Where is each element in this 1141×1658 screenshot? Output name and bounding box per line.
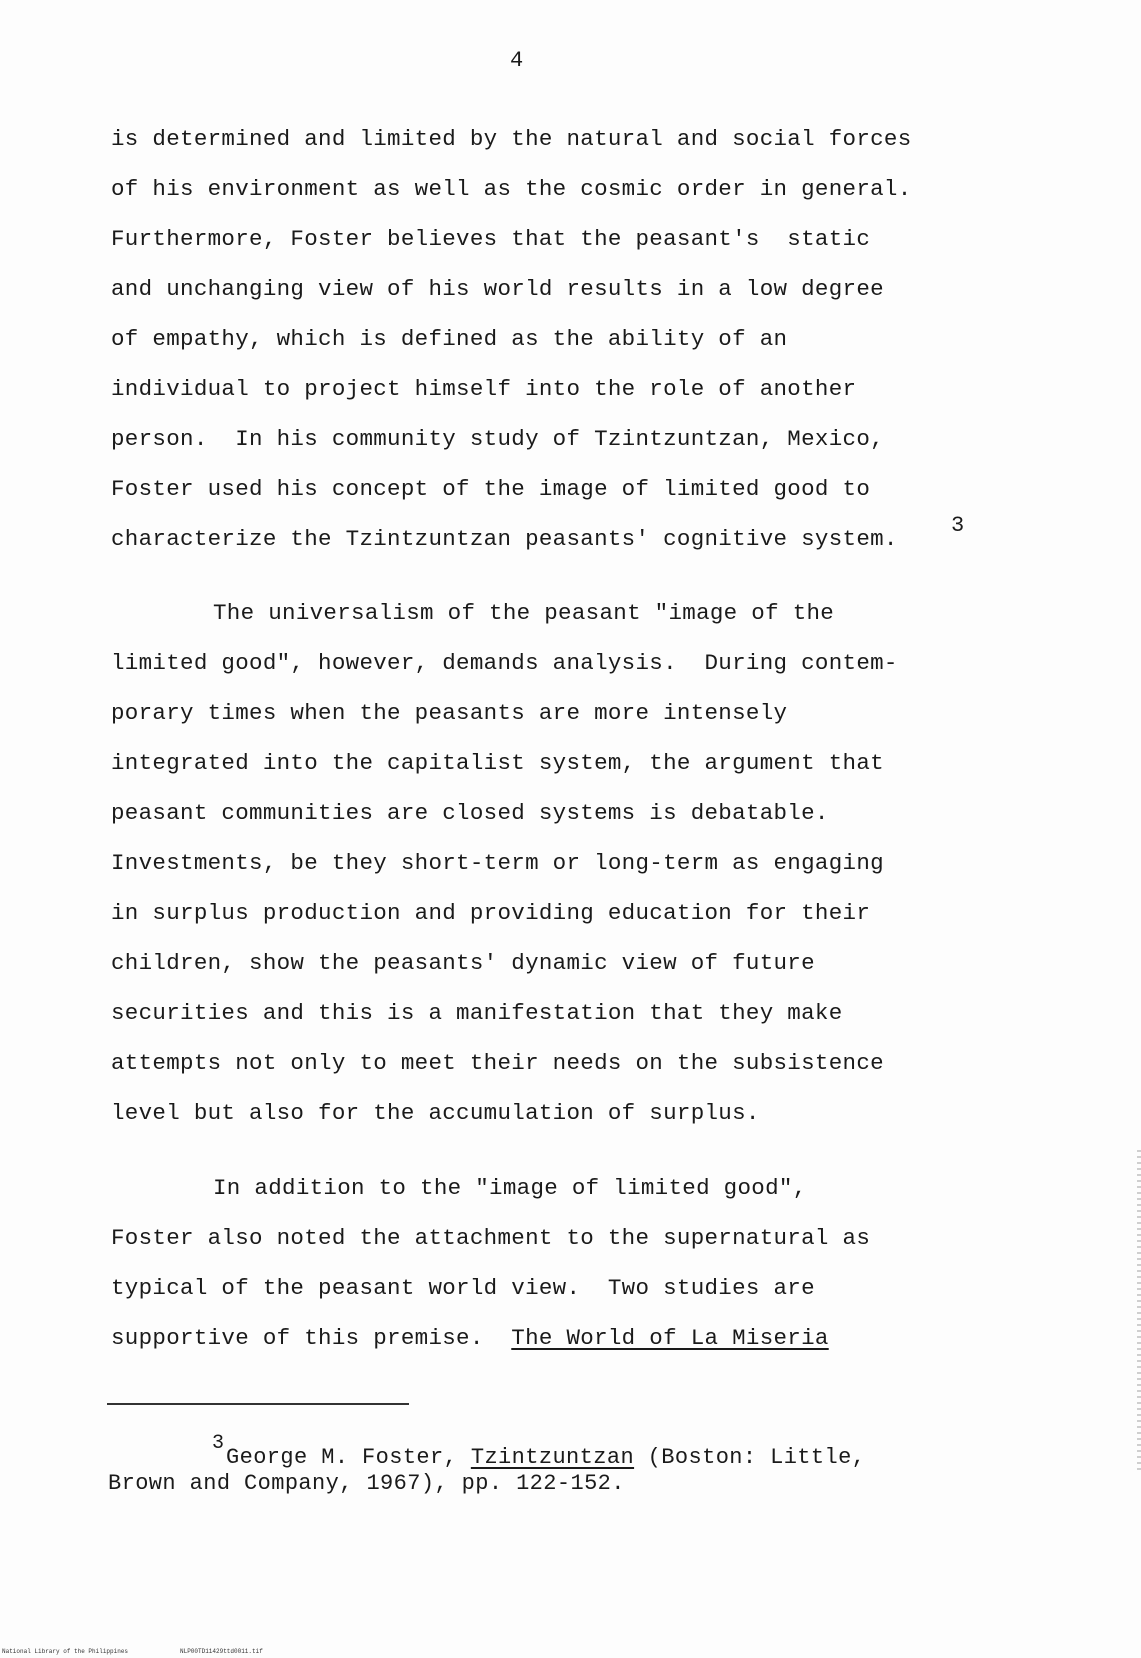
paragraph-3-line: In addition to the "image of limited good", <box>213 1175 807 1201</box>
paragraph-2-line: integrated into the capitalist system, the argument that <box>111 750 884 776</box>
paragraph-1-line: Furthermore, Foster believes that the peasant's static <box>111 226 871 252</box>
paragraph-3-line <box>111 1325 829 1351</box>
paragraph-2-line: level but also for the accumulation of surplus. <box>111 1100 760 1126</box>
paragraph-1-line: characterize the Tzintzuntzan peasants' cognitive system. <box>111 526 898 552</box>
paragraph-1-line: Foster used his concept of the image of limited good to <box>111 476 871 502</box>
footnote-author: George M. Foster, <box>226 1445 471 1470</box>
footnote-line-2: Brown and Company, 1967), pp. 122-152. <box>108 1471 625 1496</box>
paragraph-3-text: supportive of this premise. <box>111 1325 512 1351</box>
footnote-publisher: (Boston: Little, <box>634 1445 866 1470</box>
book-title: The World of La Miseria <box>511 1325 829 1351</box>
paragraph-2-line: Investments, be they short-term or long-term as engaging <box>111 850 884 876</box>
scan-edge-artifact <box>1137 1150 1141 1470</box>
paragraph-3-line: typical of the peasant world view. Two studies are <box>111 1275 815 1301</box>
footnote-marker: 3 <box>212 1432 225 1455</box>
paragraph-1-line: of empathy, which is defined as the ability of an <box>111 326 788 352</box>
footnote-line <box>226 1445 865 1470</box>
paragraph-2-line: securities and this is a manifestation that they make <box>111 1000 843 1026</box>
footnote-separator <box>107 1403 409 1405</box>
page-number: 4 <box>510 48 524 73</box>
paragraph-1-line: and unchanging view of his world results in a low degree <box>111 276 884 302</box>
paragraph-2-line: children, show the peasants' dynamic view of future <box>111 950 815 976</box>
paragraph-3-line: Foster also noted the attachment to the supernatural as <box>111 1225 871 1251</box>
paragraph-2-line: in surplus production and providing education for their <box>111 900 871 926</box>
scan-footer-library: National Library of the Philippines <box>2 1648 129 1655</box>
paragraph-2-line: The universalism of the peasant "image of the <box>213 600 835 626</box>
scan-footer-filename: NLP00TD11429ttd0011.tif <box>180 1648 263 1655</box>
footnote-reference: 3 <box>951 513 965 538</box>
paragraph-1-line: individual to project himself into the role of another <box>111 376 857 402</box>
paragraph-1-line: is determined and limited by the natural and social forces <box>111 126 912 152</box>
paragraph-1-line: person. In his community study of Tzintzuntzan, Mexico, <box>111 426 884 452</box>
paragraph-2-line: attempts not only to meet their needs on the subsistence <box>111 1050 884 1076</box>
paragraph-2-line: peasant communities are closed systems is debatable. <box>111 800 829 826</box>
paragraph-1-line: of his environment as well as the cosmic order in general. <box>111 176 912 202</box>
paragraph-2-line: porary times when the peasants are more intensely <box>111 700 788 726</box>
footnote-title: Tzintzuntzan <box>470 1445 635 1470</box>
paragraph-2-line: limited good", however, demands analysis. During contem- <box>111 650 898 676</box>
